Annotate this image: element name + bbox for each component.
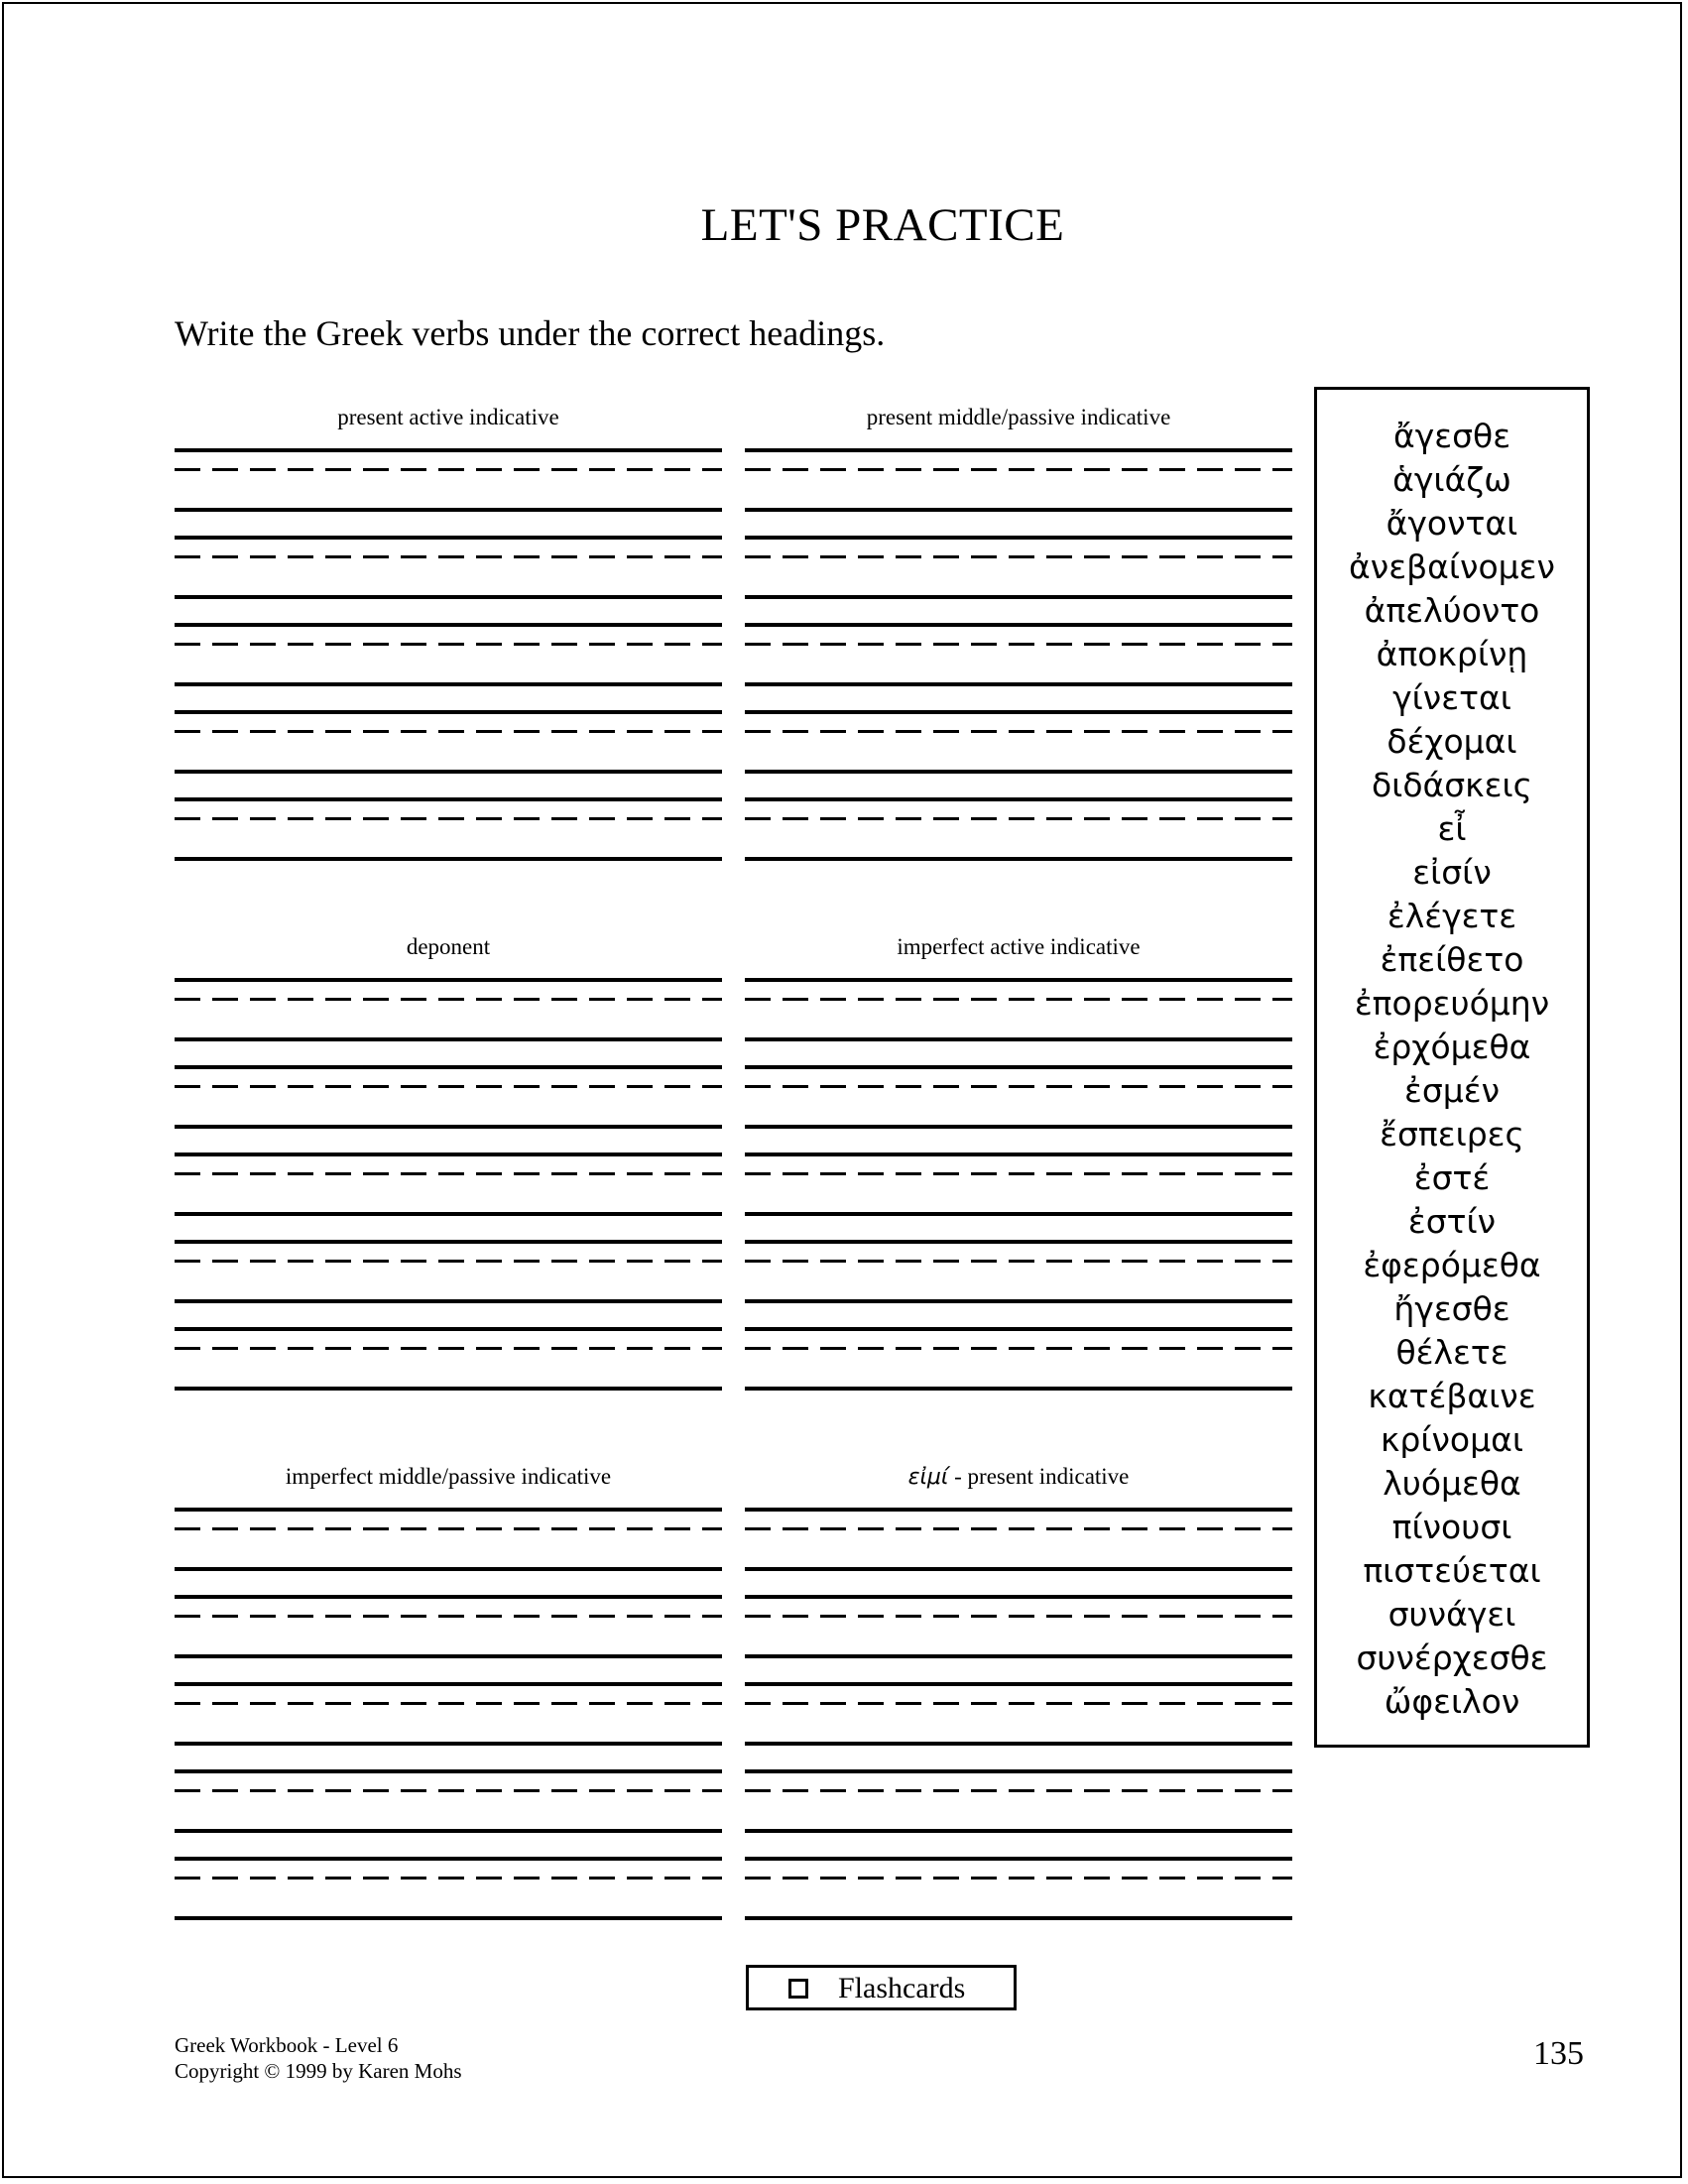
word-bank-item: λυόμεθα — [1383, 1464, 1521, 1503]
writing-line-bottom — [175, 1212, 722, 1216]
writing-line-bottom — [745, 508, 1292, 512]
writing-line-bottom — [175, 857, 722, 861]
writing-line-dashed — [745, 730, 1292, 733]
writing-line-dashed — [745, 1615, 1292, 1618]
footer-copyright: Copyright © 1999 by Karen Mohs — [175, 2059, 462, 2083]
writing-line-top — [745, 448, 1292, 452]
writing-line-bottom — [745, 1299, 1292, 1303]
word-bank-item: συνέρχεσθε — [1356, 1638, 1548, 1677]
word-bank-item: ἁγιάζω — [1392, 460, 1511, 499]
writing-line-dashed — [745, 1085, 1292, 1088]
writing-line-dashed — [745, 817, 1292, 820]
word-bank-item: ἐστίν — [1407, 1202, 1497, 1241]
writing-line-bottom — [175, 1742, 722, 1746]
word-bank-item: ἄγεσθε — [1392, 417, 1511, 455]
writing-line-top — [175, 1595, 722, 1599]
writing-line-bottom — [175, 682, 722, 686]
writing-line-bottom — [745, 1742, 1292, 1746]
writing-line-bottom — [175, 1037, 722, 1041]
writing-line-top — [175, 710, 722, 714]
writing-line-bottom — [745, 770, 1292, 774]
writing-line-top — [745, 1508, 1292, 1512]
writing-line-dashed — [175, 1615, 722, 1618]
writing-line-bottom — [175, 1654, 722, 1658]
word-bank-item: κρίνομαι — [1380, 1420, 1524, 1459]
writing-line-bottom — [745, 1125, 1292, 1129]
writing-line-bottom — [175, 1916, 722, 1920]
writing-line-dashed — [745, 1260, 1292, 1263]
writing-line-top — [175, 1240, 722, 1244]
writing-line-bottom — [175, 1299, 722, 1303]
word-bank-item: ἐφερόμεθα — [1363, 1246, 1541, 1284]
heading-text: - present indicative — [948, 1464, 1130, 1489]
writing-line-bottom — [745, 1916, 1292, 1920]
writing-line-bottom — [175, 1829, 722, 1833]
writing-line-dashed — [175, 1527, 722, 1530]
writing-line-dashed — [745, 1172, 1292, 1175]
word-bank — [1314, 387, 1590, 1748]
word-bank-item: συνάγει — [1387, 1595, 1516, 1634]
section-heading: imperfect active indicative — [897, 934, 1141, 959]
writing-line-dashed — [175, 1789, 722, 1792]
writing-line-top — [175, 1769, 722, 1773]
writing-line-top — [175, 536, 722, 540]
writing-line-top — [745, 978, 1292, 982]
writing-line-bottom — [745, 682, 1292, 686]
writing-line-bottom — [745, 857, 1292, 861]
word-bank-item: ἐρχόμεθα — [1373, 1028, 1531, 1066]
word-bank-item: κατέβαινε — [1368, 1377, 1536, 1415]
writing-line-dashed — [175, 1172, 722, 1175]
writing-line-dashed — [745, 555, 1292, 558]
word-bank-item: πίνουσι — [1391, 1508, 1512, 1546]
word-bank-item: εἰσίν — [1412, 853, 1492, 892]
writing-line-dashed — [175, 998, 722, 1001]
word-bank-item: ἐλέγετε — [1387, 897, 1517, 935]
writing-line-top — [175, 1153, 722, 1156]
writing-line-dashed — [745, 1527, 1292, 1530]
page-title: LET'S PRACTICE — [700, 199, 1065, 251]
writing-line-top — [745, 1153, 1292, 1156]
writing-line-dashed — [745, 1877, 1292, 1880]
writing-line-top — [745, 1595, 1292, 1599]
word-bank-item: εἶ — [1437, 809, 1467, 848]
writing-line-bottom — [175, 1387, 722, 1391]
writing-line-bottom — [175, 508, 722, 512]
word-bank-item: ἀπελύοντο — [1364, 591, 1540, 630]
writing-line-top — [175, 1857, 722, 1861]
writing-line-top — [745, 1682, 1292, 1686]
word-bank-item: ἄγονται — [1386, 504, 1518, 543]
writing-line-top — [175, 1682, 722, 1686]
writing-line-top — [745, 710, 1292, 714]
word-bank-item: δέχομαι — [1387, 722, 1517, 761]
writing-line-dashed — [745, 468, 1292, 471]
writing-line-dashed — [745, 643, 1292, 646]
writing-line-dashed — [175, 468, 722, 471]
writing-line-top — [175, 797, 722, 801]
word-bank-item: διδάσκεις — [1371, 766, 1533, 804]
writing-line-top — [745, 1769, 1292, 1773]
writing-line-dashed — [175, 817, 722, 820]
writing-line-dashed — [175, 730, 722, 733]
writing-line-top — [175, 1508, 722, 1512]
writing-line-dashed — [745, 1702, 1292, 1705]
section-heading — [745, 1464, 1292, 1490]
writing-line-dashed — [175, 1347, 722, 1350]
checkbox-square-icon[interactable] — [788, 1979, 808, 1999]
writing-line-dashed — [175, 1085, 722, 1088]
writing-line-top — [175, 1327, 722, 1331]
writing-line-top — [175, 448, 722, 452]
word-bank-item: ὤφειλον — [1384, 1682, 1520, 1721]
word-bank-item: ἀποκρίνῃ — [1376, 635, 1528, 673]
writing-line-top — [175, 623, 722, 627]
writing-line-bottom — [175, 770, 722, 774]
writing-line-top — [745, 1857, 1292, 1861]
writing-line-dashed — [175, 643, 722, 646]
writing-line-top — [745, 536, 1292, 540]
writing-line-bottom — [175, 1125, 722, 1129]
word-bank-item: ἐπορευόμην — [1354, 984, 1550, 1023]
writing-line-top — [745, 1065, 1292, 1069]
writing-line-top — [175, 1065, 722, 1069]
writing-line-dashed — [745, 1347, 1292, 1350]
writing-line-bottom — [745, 1654, 1292, 1658]
writing-line-dashed — [175, 555, 722, 558]
writing-line-top — [745, 1327, 1292, 1331]
word-bank-item: ἤγεσθε — [1393, 1289, 1510, 1328]
word-bank-item: γίνεται — [1392, 678, 1511, 717]
writing-line-bottom — [745, 1037, 1292, 1041]
writing-line-top — [175, 978, 722, 982]
writing-line-top — [745, 1240, 1292, 1244]
writing-line-dashed — [745, 1789, 1292, 1792]
writing-line-dashed — [175, 1877, 722, 1880]
heading-greek-word: εἰμί — [907, 1465, 949, 1490]
flashcards-checkbox-box[interactable] — [746, 1965, 1017, 2010]
writing-line-dashed — [175, 1260, 722, 1263]
flashcards-label: Flashcards — [838, 1972, 966, 2004]
writing-line-bottom — [745, 1212, 1292, 1216]
writing-line-dashed — [175, 1702, 722, 1705]
writing-line-top — [745, 797, 1292, 801]
writing-line-dashed — [745, 998, 1292, 1001]
writing-line-bottom — [175, 1567, 722, 1571]
section-heading: deponent — [406, 934, 491, 959]
writing-line-bottom — [745, 595, 1292, 599]
word-bank-item: θέλετε — [1395, 1333, 1508, 1372]
writing-line-bottom — [745, 1567, 1292, 1571]
section-heading: imperfect middle/passive indicative — [285, 1464, 612, 1489]
word-bank-item: ἔσπειρες — [1380, 1115, 1524, 1153]
footer-book-title: Greek Workbook - Level 6 — [175, 2033, 399, 2057]
word-bank-item: ἐστέ — [1413, 1158, 1491, 1197]
word-bank-item: ἐπείθετο — [1380, 940, 1524, 979]
section-heading: present active indicative — [337, 405, 559, 429]
word-bank-item: ἐσμέν — [1403, 1071, 1501, 1110]
section-heading: present middle/passive indicative — [866, 405, 1171, 429]
writing-line-bottom — [745, 1829, 1292, 1833]
writing-line-bottom — [745, 1387, 1292, 1391]
page-number: 135 — [1533, 2035, 1584, 2072]
writing-line-top — [745, 623, 1292, 627]
word-bank-item: πιστεύεται — [1363, 1551, 1541, 1590]
writing-line-bottom — [175, 595, 722, 599]
word-bank-item: ἀνεβαίνομεν — [1349, 547, 1555, 586]
instructions: Write the Greek verbs under the correct headings. — [175, 313, 886, 353]
